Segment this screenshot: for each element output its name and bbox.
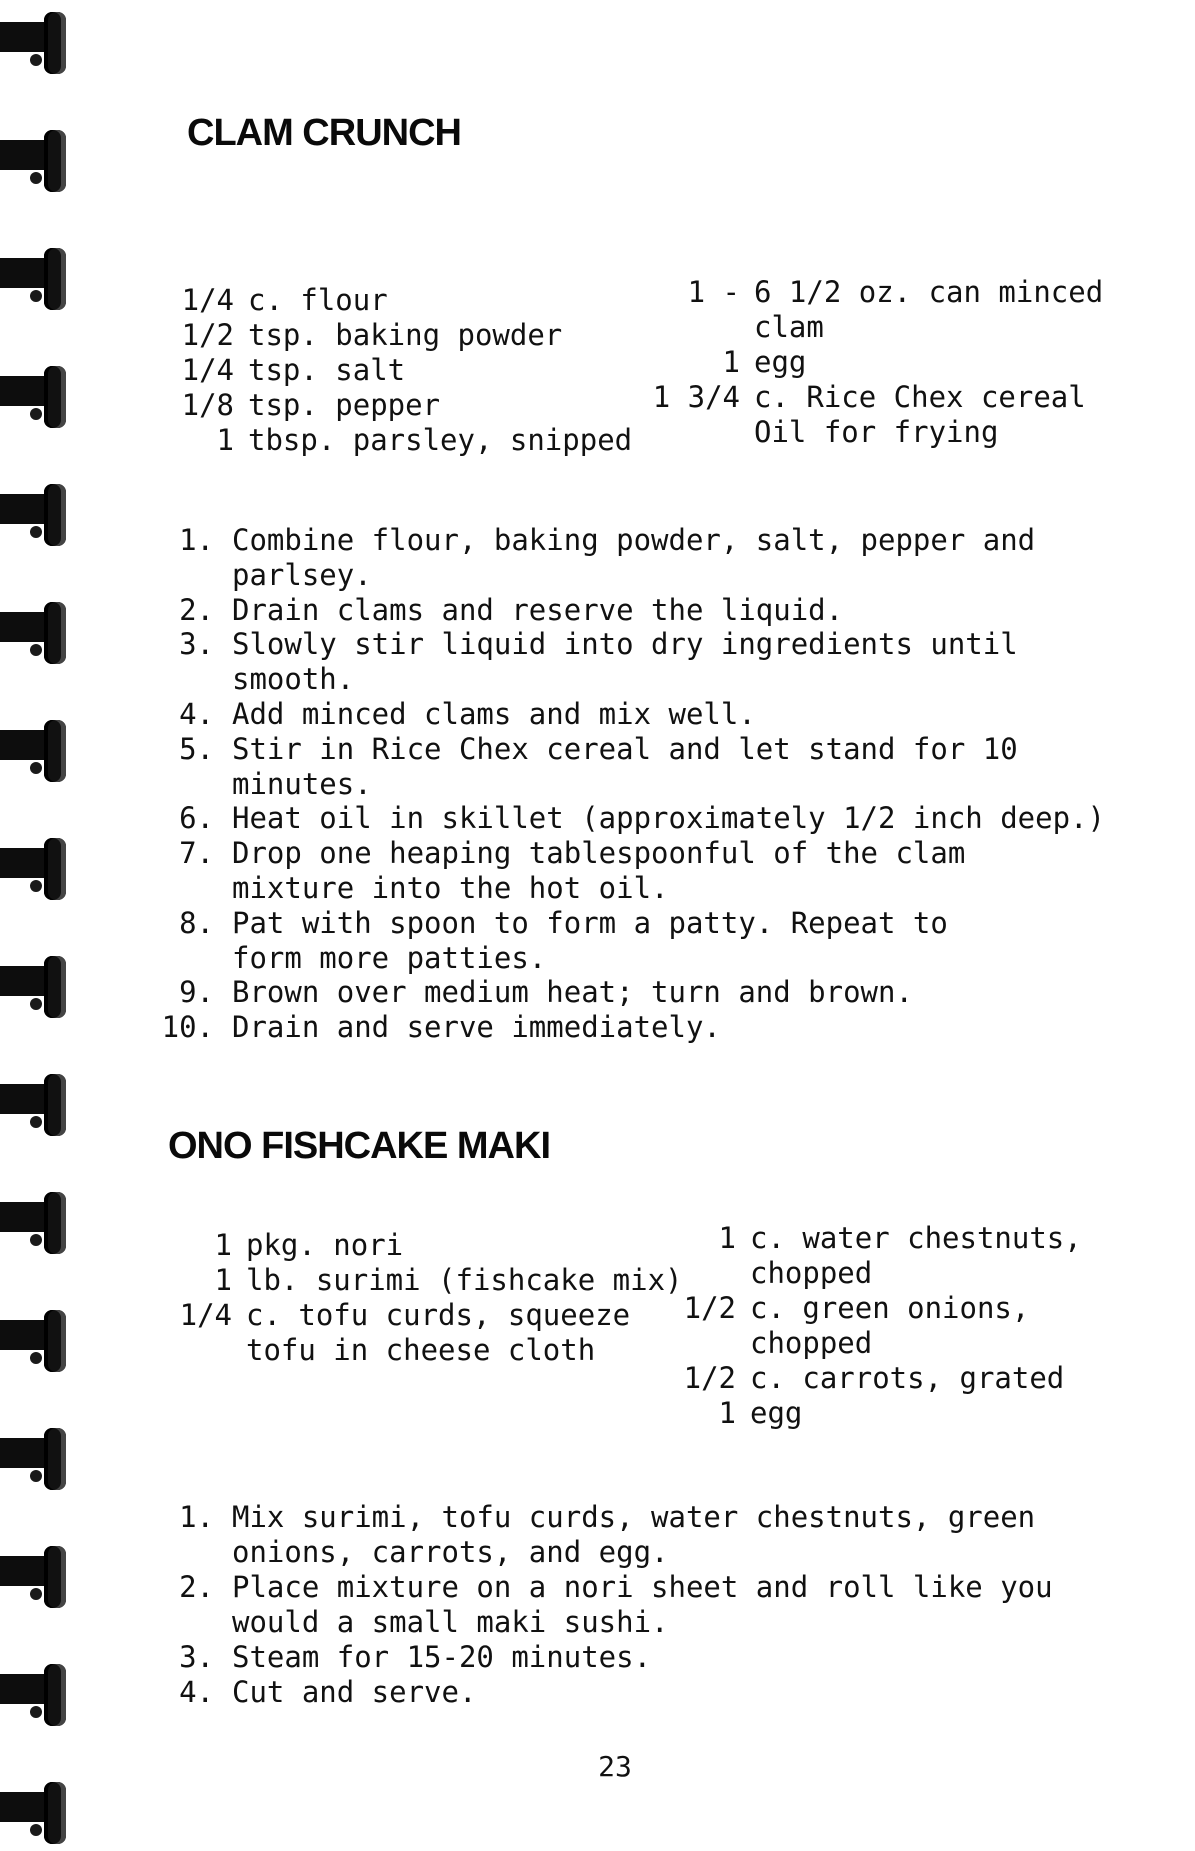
step-number: 5.	[179, 731, 214, 766]
binding-coil	[0, 1188, 76, 1258]
binding-coil	[0, 1778, 76, 1848]
ingredient-qty: 1	[214, 1263, 232, 1297]
ingredient-qty	[660, 1326, 750, 1361]
ingredient-text: egg	[754, 345, 807, 379]
ingredient-text: c. water chestnuts,	[750, 1221, 1082, 1255]
instruction-step	[150, 627, 1105, 697]
step-number: 10.	[161, 1010, 214, 1045]
ingredient-qty: 1/4	[181, 283, 234, 317]
ingredient-text: tofu in cheese cloth	[246, 1333, 596, 1367]
step-text: Add minced clams and mix well.	[232, 696, 756, 731]
binding-coil	[0, 480, 76, 550]
ingredients-left-clam-crunch	[170, 283, 632, 458]
recipe-title-ono-fishcake-maki: ONO FISHCAKE MAKI	[168, 1125, 550, 1167]
ingredient-qty	[660, 1256, 750, 1291]
ingredient-item	[620, 275, 1103, 310]
step-text: Slowly stir liquid into dry ingredients until smooth.	[232, 627, 1018, 697]
ingredient-qty: 1/4	[179, 1298, 232, 1332]
ingredient-item	[660, 1396, 1082, 1431]
step-text: Mix surimi, tofu curds, water chestnuts, green onions, carrots, and egg.	[232, 1500, 1036, 1569]
instruction-step	[150, 1640, 1053, 1675]
ingredient-item	[660, 1326, 1082, 1361]
binding-coil	[0, 244, 76, 314]
step-number: 7.	[179, 836, 214, 871]
step-text: Place mixture on a nori sheet and roll like you would a small maki sushi.	[232, 1570, 1053, 1639]
binding-coil	[0, 362, 76, 432]
ingredient-item	[170, 388, 632, 423]
instruction-step	[150, 836, 1105, 906]
page-number: 23	[598, 1750, 632, 1783]
ingredient-text: c. Rice Chex cereal	[754, 380, 1086, 414]
ingredient-qty: 1 3/4	[652, 380, 740, 414]
binding-coil	[0, 1660, 76, 1730]
ingredient-item	[620, 310, 1103, 345]
ingredient-item	[170, 318, 632, 353]
ingredient-item	[168, 1263, 683, 1298]
step-number: 2.	[179, 592, 214, 627]
step-text: Heat oil in skillet (approximately 1/2 inch deep.)	[232, 801, 1105, 836]
binding-coil	[0, 598, 76, 668]
instruction-step	[150, 801, 1105, 836]
ingredient-text: pkg. nori	[246, 1228, 404, 1262]
instruction-step	[150, 697, 1105, 732]
binding-coil	[0, 126, 76, 196]
step-text: Brown over medium heat; turn and brown.	[232, 975, 913, 1010]
ingredient-text: 6 1/2 oz. can minced	[754, 275, 1104, 309]
ingredient-item	[168, 1333, 683, 1368]
ingredient-text: clam	[754, 310, 824, 344]
binding-coil	[0, 1070, 76, 1140]
ingredient-text: c. tofu curds, squeeze	[246, 1298, 631, 1332]
step-text: Drain clams and reserve the liquid.	[232, 592, 844, 627]
ingredient-qty: 1	[216, 423, 234, 457]
step-number: 2.	[179, 1570, 214, 1604]
ingredient-text: tsp. salt	[248, 353, 406, 387]
ingredient-text: c. flour	[248, 283, 388, 317]
instruction-step	[150, 975, 1105, 1010]
instruction-step	[150, 523, 1105, 593]
instruction-step	[150, 1010, 1105, 1045]
step-text: Pat with spoon to form a patty. Repeat to form more patties.	[232, 905, 948, 975]
ingredient-item	[660, 1221, 1082, 1256]
binding-coil	[0, 1542, 76, 1612]
ingredient-qty: 1/2	[683, 1361, 736, 1395]
step-text: Drop one heaping tablespoonful of the clam mixture into the hot oil.	[232, 836, 966, 905]
ingredient-text: c. carrots, grated	[750, 1361, 1065, 1395]
spiral-binding	[0, 0, 80, 1851]
instruction-step	[150, 906, 1105, 976]
step-text: Cut and serve.	[232, 1675, 477, 1709]
ingredient-item	[620, 415, 1103, 450]
ingredient-text: c. green onions,	[750, 1291, 1030, 1325]
ingredient-qty	[620, 415, 754, 450]
step-text: Combine flour, baking powder, salt, pepper and parlsey.	[232, 523, 1036, 592]
instruction-step	[150, 1570, 1053, 1640]
recipe-title-clam-crunch: CLAM CRUNCH	[187, 112, 461, 154]
step-number: 9.	[179, 975, 214, 1010]
step-number: 8.	[179, 905, 214, 940]
step-number: 3.	[179, 627, 214, 662]
ingredient-text: Oil for frying	[754, 415, 999, 449]
step-number: 4.	[179, 696, 214, 731]
steps-clam-crunch	[150, 523, 1105, 1045]
step-text: Stir in Rice Chex cereal and let stand for 10 minutes.	[232, 731, 1018, 801]
instruction-step	[150, 1500, 1053, 1570]
binding-coil	[0, 1424, 76, 1494]
ingredient-item	[170, 283, 632, 318]
ingredient-qty: 1	[718, 1396, 736, 1430]
binding-coil	[0, 716, 76, 786]
ingredient-item	[168, 1228, 683, 1263]
step-text: Steam for 15-20 minutes.	[232, 1640, 652, 1674]
ingredient-text: tsp. pepper	[248, 388, 441, 422]
step-number: 1.	[179, 523, 214, 557]
ingredients-right-ono-fishcake-maki	[660, 1221, 1082, 1431]
ingredient-item	[620, 380, 1103, 415]
ingredients-left-ono-fishcake-maki	[168, 1228, 683, 1368]
instruction-step	[150, 732, 1105, 802]
ingredient-qty: 1	[718, 1221, 736, 1255]
ingredient-item	[660, 1256, 1082, 1291]
binding-coil	[0, 1306, 76, 1376]
ingredient-text: lb. surimi (fishcake mix)	[246, 1263, 683, 1297]
step-number: 1.	[179, 1500, 214, 1534]
ingredient-text: tbsp. parsley, snipped	[248, 423, 633, 457]
step-number: 3.	[179, 1640, 214, 1674]
ingredient-text: chopped	[750, 1256, 873, 1290]
step-number: 6.	[179, 801, 214, 836]
ingredient-text: egg	[750, 1396, 803, 1430]
ingredient-qty	[620, 310, 754, 345]
ingredient-qty	[168, 1333, 246, 1368]
binding-coil	[0, 834, 76, 904]
ingredient-item	[660, 1361, 1082, 1396]
steps-ono-fishcake-maki	[150, 1500, 1053, 1710]
ingredient-qty: 1	[722, 345, 740, 379]
ingredient-qty: 1/4	[181, 353, 234, 387]
ingredient-item	[660, 1291, 1082, 1326]
binding-coil	[0, 8, 76, 78]
ingredient-qty: 1/8	[181, 388, 234, 422]
instruction-step	[150, 1675, 1053, 1710]
ingredient-item	[620, 345, 1103, 380]
ingredient-qty: 1/2	[683, 1291, 736, 1325]
ingredients-right-clam-crunch	[620, 275, 1103, 450]
binding-coil	[0, 952, 76, 1022]
step-number: 4.	[179, 1675, 214, 1709]
step-text: Drain and serve immediately.	[232, 1010, 721, 1045]
instruction-step	[150, 593, 1105, 628]
ingredient-item	[170, 353, 632, 388]
ingredient-item	[168, 1298, 683, 1333]
ingredient-item	[170, 423, 632, 458]
ingredient-qty: 1	[214, 1228, 232, 1262]
ingredient-text: tsp. baking powder	[248, 318, 563, 352]
ingredient-text: chopped	[750, 1326, 873, 1360]
ingredient-qty: 1/2	[181, 318, 234, 352]
ingredient-qty: 1 -	[687, 275, 740, 309]
